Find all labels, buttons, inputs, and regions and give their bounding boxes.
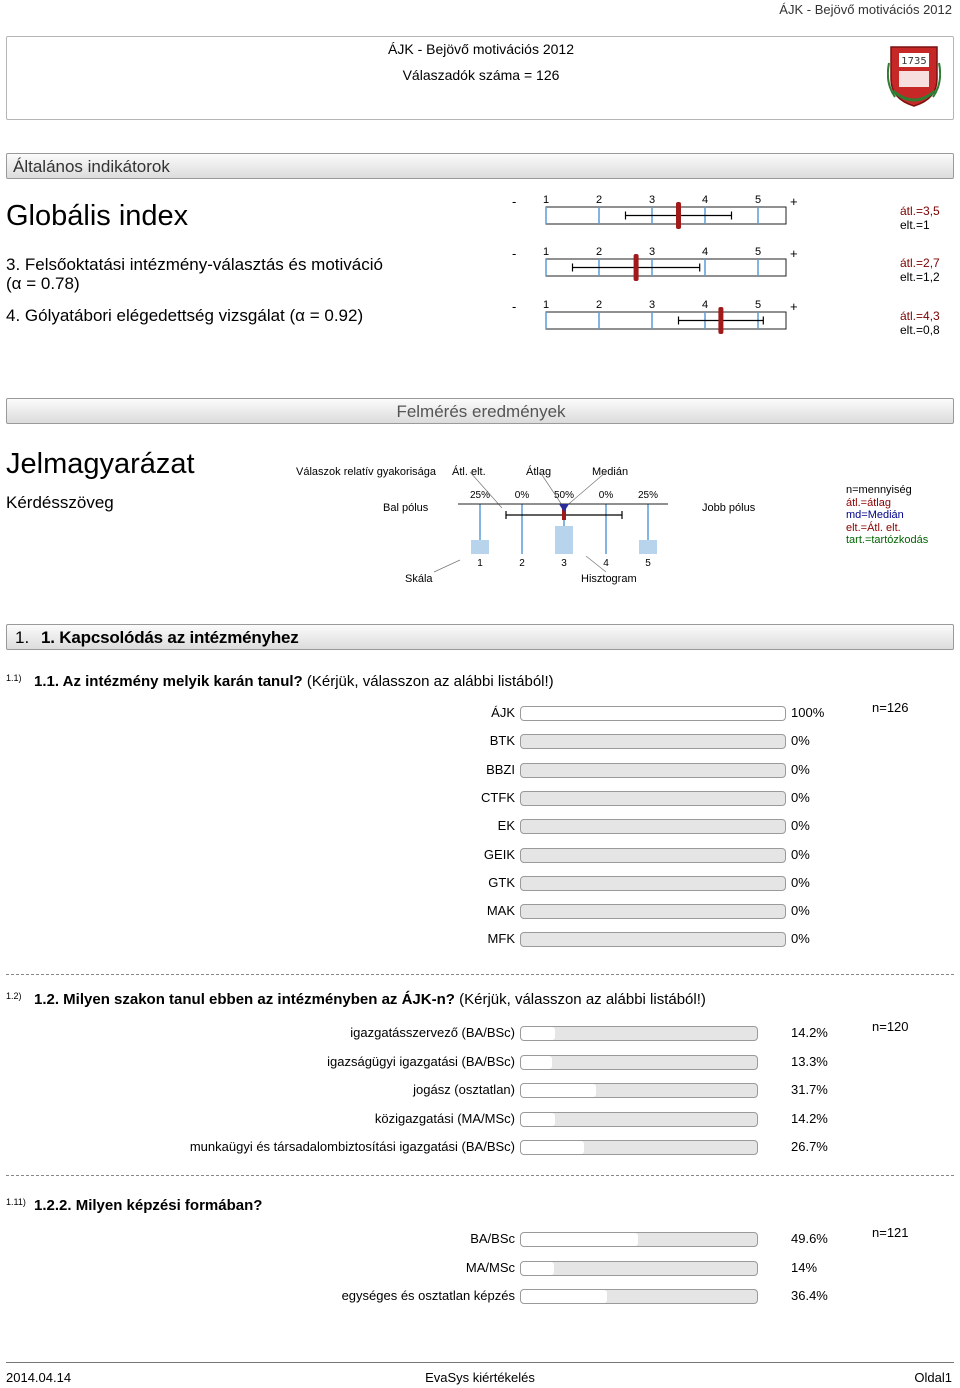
scale-tick-label: 1 <box>542 194 550 206</box>
legend-median-marker <box>559 504 569 512</box>
question-n: n=121 <box>872 1225 909 1240</box>
legend-example-chart <box>430 470 690 574</box>
answer-bar-fill <box>521 1262 554 1275</box>
answer-label: MAK <box>486 903 515 919</box>
legend-pct-label: 25% <box>469 490 491 501</box>
scale-plus-label: + <box>790 194 798 209</box>
answer-label: EK <box>497 818 515 834</box>
answer-bar <box>520 1232 758 1247</box>
scale-tick-label: 3 <box>648 246 656 258</box>
answer-bar-fill <box>521 1233 638 1246</box>
scale-tick-label: 5 <box>754 194 762 206</box>
answer-percentage: 49.6% <box>791 1231 828 1246</box>
indicator-3-stats <box>900 256 940 284</box>
indicator-global-stats <box>900 204 940 232</box>
answer-bar-fill <box>521 1141 584 1154</box>
indicator-4-stats <box>900 309 940 337</box>
question-n: n=126 <box>872 700 909 715</box>
footer-divider <box>6 1362 954 1363</box>
legend-hist-label: Hisztogram <box>581 573 637 585</box>
answer-bar <box>520 1083 758 1098</box>
answer-percentage: 0% <box>791 818 810 834</box>
answer-bar <box>520 1289 758 1304</box>
section-title: 1. Kapcsolódás az intézményhez <box>41 628 299 647</box>
answer-percentage: 0% <box>791 761 810 777</box>
legend-key-mean: átl.=átlag <box>846 496 891 509</box>
question-number: 1.11) <box>6 1197 26 1207</box>
legend-rel-freq: Válaszok relatív gyakorisága <box>296 466 437 478</box>
answer-label: igazságügyi igazgatási (BA/BSc) <box>327 1053 515 1069</box>
answer-percentage: 0% <box>791 846 810 862</box>
section-title: Felmérés eredmények <box>396 402 566 421</box>
legend-question-text: Kérdésszöveg <box>6 493 114 512</box>
mean-marker <box>718 307 723 334</box>
scale-tick-label: 2 <box>595 246 603 258</box>
legend-tick-label: 1 <box>477 558 483 569</box>
mean-label: átl.=2,7 <box>900 256 940 270</box>
question-number: 1.2) <box>6 991 22 1001</box>
mean-label: átl.=3,5 <box>900 204 940 218</box>
scale-tick-label: 2 <box>595 299 603 311</box>
answer-label: GEIK <box>483 846 515 862</box>
legend-scale-label: Skála <box>405 573 433 585</box>
answer-label: egységes és osztatlan képzés <box>341 1288 515 1303</box>
answer-percentage: 0% <box>791 874 810 890</box>
scale-plus-label: + <box>790 246 798 261</box>
question-title-rest: (Kérjük, válasszon az alábbi listából!) <box>302 673 554 690</box>
indicator-title-4: 4. Gólyatábori elégedettség vizsgálat (α = 0.92) <box>6 306 364 325</box>
answer-percentage: 36.4% <box>791 1288 828 1303</box>
legend-tick-label: 2 <box>519 558 525 569</box>
answer-bar <box>520 904 786 919</box>
answer-bar <box>520 848 786 863</box>
question-number: 1.1) <box>6 673 22 683</box>
answer-bar <box>520 1261 758 1276</box>
scale-tick-label: 1 <box>542 246 550 258</box>
scale-tick-label: 2 <box>595 194 603 206</box>
legend-tick-label: 3 <box>561 558 567 569</box>
answer-label: BTK <box>489 733 515 749</box>
section-survey-results <box>6 398 954 424</box>
running-title: ÁJK - Bejövő motivációs 2012 <box>779 2 952 17</box>
question-title-bold: 1.2.2. Milyen képzési formában? <box>34 1197 263 1214</box>
answer-percentage: 31.7% <box>791 1082 828 1097</box>
section-general-indicators <box>6 153 954 179</box>
sd-label: elt.=1,2 <box>900 270 940 284</box>
legend-sd: Átl. elt. <box>452 466 486 478</box>
answer-label: igazgatásszervező (BA/BSc) <box>350 1025 515 1040</box>
answer-label: jogász (osztatlan) <box>413 1082 515 1097</box>
answer-label: MA/MSc <box>465 1259 515 1275</box>
indicator-title-global: Globális index <box>6 200 189 232</box>
sd-label: elt.=0,8 <box>900 323 940 337</box>
answer-percentage: 14% <box>791 1259 818 1275</box>
legend-median: Medián <box>592 466 629 478</box>
question-title-bold: 1.1. Az intézmény melyik karán tanul? <box>34 673 303 690</box>
scale-tick-label: 4 <box>701 194 709 206</box>
scale-tick-label: 5 <box>754 299 762 311</box>
footer-page: Oldal1 <box>914 1370 952 1385</box>
legend-right-pole: Jobb pólus <box>702 502 756 514</box>
legend-left-pole: Bal pólus <box>383 502 429 514</box>
footer-date: 2014.04.14 <box>6 1370 72 1385</box>
scale-tick-label: 3 <box>648 194 656 206</box>
legend-hist-bar <box>639 540 657 554</box>
indicator-title-3-alpha: (α = 0.78) <box>6 274 80 293</box>
question-title <box>34 991 706 1008</box>
answer-label: ÁJK <box>491 705 515 720</box>
legend-hist-bar <box>555 526 573 554</box>
section-question-group <box>6 624 954 650</box>
section-number: 1. <box>15 628 30 647</box>
report-header <box>6 36 954 120</box>
legend-pointer-line <box>434 560 460 572</box>
answer-bar <box>520 1026 758 1041</box>
scale-minus-label: - <box>512 246 517 261</box>
legend-pct-label: 0% <box>598 490 614 501</box>
answer-bar-fill <box>521 1113 555 1126</box>
question-title <box>34 673 554 690</box>
answer-percentage: 26.7% <box>791 1139 828 1154</box>
legend-pct-label: 50% <box>553 490 575 501</box>
answer-label: CTFK <box>481 789 515 805</box>
legend-key-sd: elt.=Átl. elt. <box>846 521 901 534</box>
scale-tick-label: 4 <box>701 246 709 258</box>
university-seal-icon <box>887 43 941 109</box>
answer-bar-fill <box>521 707 785 720</box>
scale-plus-label: + <box>790 299 798 314</box>
answer-bar-fill <box>521 1056 552 1069</box>
mean-marker <box>634 254 639 281</box>
answer-label: közigazgatási (MA/MSc) <box>374 1110 515 1126</box>
respondent-count: Válaszadók száma = 126 <box>402 67 560 83</box>
answer-label: munkaügyi és társadalombiztosítási igazgatási (BA/BSc) <box>189 1139 515 1154</box>
answer-bar <box>520 819 786 834</box>
scale-minus-label: - <box>512 299 517 314</box>
scale-tick-label: 1 <box>542 299 550 311</box>
answer-percentage: 0% <box>791 903 810 919</box>
answer-bar-fill <box>521 1027 555 1040</box>
answer-percentage: 0% <box>791 789 810 805</box>
question-n: n=120 <box>872 1019 909 1034</box>
answer-bar <box>520 1140 758 1155</box>
scale-minus-label: - <box>512 194 517 209</box>
answer-label: MFK <box>487 931 515 947</box>
answer-percentage: 13.3% <box>791 1053 828 1069</box>
answer-percentage: 14.2% <box>791 1110 828 1126</box>
mean-label: átl.=4,3 <box>900 309 940 323</box>
answer-percentage: 14.2% <box>791 1025 828 1040</box>
indicator-title-3: 3. Felsőoktatási intézmény-választás és motiváció <box>6 255 383 274</box>
answer-bar <box>520 706 786 721</box>
answer-bar <box>520 763 786 778</box>
answer-label: BBZI <box>486 761 515 777</box>
answer-bar-fill <box>521 1084 596 1097</box>
answer-bar <box>520 791 786 806</box>
answer-bar <box>520 876 786 891</box>
legend-key-n: n=mennyiség <box>846 484 912 496</box>
legend-pct-label: 25% <box>637 490 659 501</box>
answer-label: BA/BSc <box>470 1231 515 1246</box>
legend-key-median: md=Medián <box>846 509 904 521</box>
answer-percentage: 0% <box>791 931 810 947</box>
question-separator <box>6 1175 954 1176</box>
legend-mean: Átlag <box>526 466 552 478</box>
question-separator <box>6 974 954 975</box>
answer-bar <box>520 1112 758 1127</box>
legend-hist-bar <box>471 540 489 554</box>
mean-marker <box>676 202 681 229</box>
scale-tick-label: 3 <box>648 299 656 311</box>
scale-tick-label: 5 <box>754 246 762 258</box>
legend-tick-label: 5 <box>645 558 651 569</box>
question-title-rest: (Kérjük, válasszon az alábbi listából!) <box>454 991 706 1008</box>
question-title-bold: 1.2. Milyen szakon tanul ebben az intézményben az ÁJK-n? <box>34 991 455 1008</box>
answer-percentage: 0% <box>791 733 810 749</box>
answer-bar <box>520 734 786 749</box>
legend-pct-label: 0% <box>514 490 530 501</box>
question-title <box>34 1197 262 1214</box>
answer-label: GTK <box>488 874 515 890</box>
sd-label: elt.=1 <box>900 218 930 232</box>
indicator-scales <box>500 188 800 338</box>
answer-bar <box>520 932 786 947</box>
svg-text:1735: 1735 <box>901 56 927 67</box>
answer-bar <box>520 1055 758 1070</box>
section-title: Általános indikátorok <box>13 157 170 176</box>
legend-key-abstention: tart.=tartózkodás <box>846 534 929 546</box>
report-title: ÁJK - Bejövő motivációs 2012 <box>388 41 574 57</box>
legend-tick-label: 4 <box>603 558 609 569</box>
legend-title: Jelmagyarázat <box>6 448 195 480</box>
scale-tick-label: 4 <box>701 299 709 311</box>
footer-generator: EvaSys kiértékelés <box>425 1370 535 1385</box>
answer-bar-fill <box>521 1290 607 1303</box>
answer-percentage: 100% <box>791 705 825 720</box>
legend-keys <box>846 484 928 547</box>
